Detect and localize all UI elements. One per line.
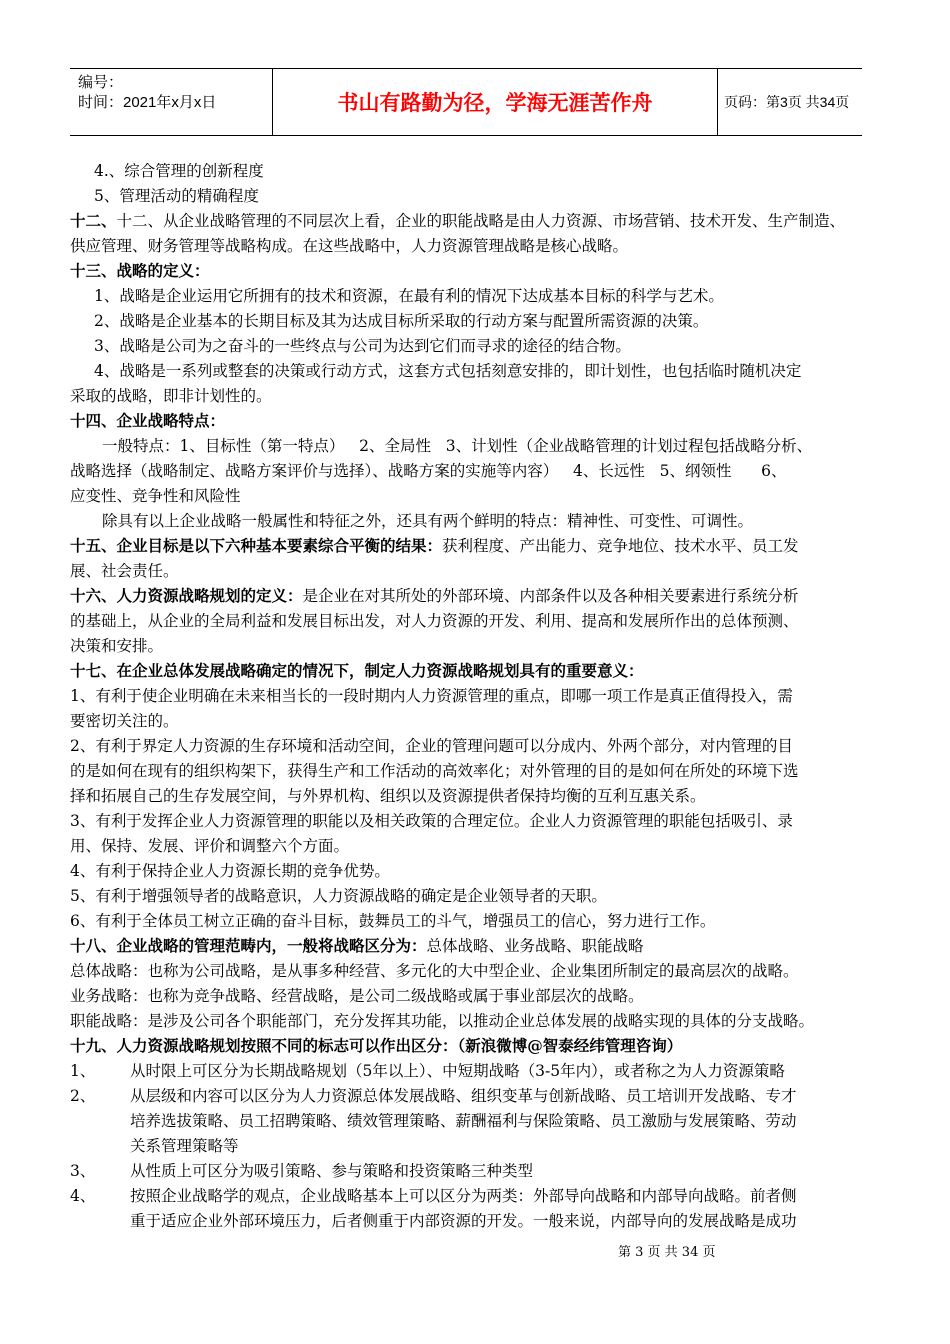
text-fragment: 获利程度、产出能力、竞争地位、技术水平、员工发 bbox=[442, 537, 799, 555]
header-meta bbox=[70, 69, 272, 135]
text-line: 的是如何在现有的组织构架下，获得生产和工作活动的高效率化；对外管理的目的是如何在所处的环境下选 bbox=[70, 762, 799, 780]
text-line bbox=[70, 584, 870, 608]
text-fragment: 是企业在对其所处的外部环境、内部条件以及各种相关要素进行系统分析 bbox=[302, 587, 799, 605]
list-number: 2、 bbox=[70, 1087, 96, 1105]
page-header bbox=[70, 68, 862, 136]
list-number: 4、 bbox=[70, 1187, 96, 1205]
text-line: 战略选择（战略制定、战略方案评价与选择）、战略方案的实施等内容） 4、长远性 5、纲领性 6、 bbox=[70, 462, 787, 480]
text-line: 4、有利于保持企业人力资源长期的竞争优势。 bbox=[70, 862, 390, 880]
header-motto: 书山有路勤为径，学海无涯苦作舟 bbox=[337, 91, 653, 115]
text-line: 用、保持、发展、评价和调整六个方面。 bbox=[70, 837, 350, 855]
section-heading: 十六、人力资源战略规划的定义： bbox=[70, 586, 303, 605]
header-time-label: 时间：2021年x月x日 bbox=[78, 94, 217, 111]
text-line: 培养选拔策略、员工招聘策略、绩效管理策略、薪酬福利与保险策略、员工激励与发展策略、劳动 bbox=[130, 1112, 797, 1130]
text-line: 除具有以上企业战略一般属性和特征之外，还具有两个鲜明的特点：精神性、可变性、可调性。 bbox=[102, 512, 754, 530]
text-line: 5、有利于增强领导者的战略意识，人力资源战略的确定是企业领导者的天职。 bbox=[70, 887, 607, 905]
text-line: 展、社会责任。 bbox=[70, 562, 179, 580]
text-line: 5、管理活动的精确程度 bbox=[94, 187, 259, 205]
text-line: 职能战略：是涉及公司各个职能部门，充分发挥其功能，以推动企业总体发展的战略实现的具体的分支战略。 bbox=[70, 1012, 815, 1030]
list-number: 3、 bbox=[70, 1162, 96, 1180]
text-line bbox=[70, 209, 870, 233]
text-line: 采取的战略，即非计划性的。 bbox=[70, 387, 272, 405]
text-line bbox=[70, 534, 870, 558]
text-fragment: 总体战略、业务战略、职能战略 bbox=[426, 937, 644, 955]
text-line: 6、有利于全体员工树立正确的奋斗目标，鼓舞员工的斗气，增强员工的信心，努力进行工作。 bbox=[70, 912, 716, 930]
text-line: 1、有利于使企业明确在未来相当长的一段时期内人力资源管理的重点，即哪一项工作是真正值得投入，需 bbox=[70, 687, 793, 705]
text-line: 业务战略：也称为竞争战略、经营战略，是公司二级战略或属于事业部层次的战略。 bbox=[70, 987, 644, 1005]
text-line: 从层级和内容可以区分为人力资源总体发展战略、组织变革与创新战略、员工培训开发战略、专才 bbox=[130, 1087, 797, 1105]
text-line: 总体战略：也称为公司战略，是从事多种经营、多元化的大中型企业、企业集团所制定的最高层次的战略。 bbox=[70, 962, 799, 980]
text-fragment: 十二、从企业战略管理的不同层次上看，企业的职能战略是由人力资源、市场营销、技术开发、生产制造、 bbox=[116, 212, 846, 230]
text-line: 4、战略是一系列或整套的决策或行动方式，这套方式包括刻意安排的，即计划性，也包括临时随机决定 bbox=[94, 362, 802, 380]
text-line: 2、有利于界定人力资源的生存环境和活动空间，企业的管理问题可以分成内、外两个部分，对内管理的目 bbox=[70, 737, 793, 755]
text-line: 关系管理策略等 bbox=[130, 1137, 239, 1155]
footer-page-number: 第 3 页 共 34 页 bbox=[618, 1245, 716, 1260]
text-line: 3、战略是公司为之奋斗的一些终点与公司为达到它们而寻求的途径的结合物。 bbox=[94, 337, 631, 355]
text-line: 要密切关注的。 bbox=[70, 712, 179, 730]
text-line: 按照企业战略学的观点，企业战略基本上可以区分为两类：外部导向战略和内部导向战略。前者侧 bbox=[130, 1187, 797, 1205]
text-line: 一般特点：1、目标性（第一特点） 2、全局性 3、计划性（企业战略管理的计划过程包括战略分析、 bbox=[102, 437, 813, 455]
text-line bbox=[70, 934, 870, 958]
text-line: 的基础上，从企业的全局利益和发展目标出发，对人力资源的开发、利用、提高和发展所作出的总体预测、 bbox=[70, 612, 799, 630]
text-line: 3、有利于发挥企业人力资源管理的职能以及相关政策的合理定位。企业人力资源管理的职能包括吸引、录 bbox=[70, 812, 793, 830]
header-page-cell bbox=[718, 69, 862, 135]
text-line: 4.、综合管理的创新程度 bbox=[94, 162, 264, 180]
text-line: 1、战略是企业运用它所拥有的技术和资源，在最有利的情况下达成基本目标的科学与艺术。 bbox=[94, 287, 724, 305]
section-heading: 十五、企业目标是以下六种基本要素综合平衡的结果： bbox=[70, 536, 443, 555]
header-number-label: 编号： bbox=[78, 74, 124, 91]
text-line: 从时限上可区分为长期战略规划（5年以上）、中短期战略（3-5年内），或者称之为人力资源策略 bbox=[130, 1062, 785, 1080]
list-number: 1、 bbox=[70, 1062, 96, 1080]
header-motto-cell bbox=[272, 69, 718, 135]
text-line: 2、战略是企业基本的长期目标及其为达成目标所采取的行动方案与配置所需资源的决策。 bbox=[94, 312, 709, 330]
section-heading: 十四、企业战略特点： bbox=[70, 411, 226, 430]
text-line: 从性质上可区分为吸引策略、参与策略和投资策略三种类型 bbox=[130, 1162, 534, 1180]
text-line: 重于适应企业外部环境压力，后者侧重于内部资源的开发。一般来说，内部导向的发展战略是成功 bbox=[130, 1212, 797, 1230]
section-heading: 十二、 bbox=[70, 211, 117, 230]
section-heading: 十八、企业战略的管理范畴内，一般将战略区分为： bbox=[70, 936, 427, 955]
text-line: 应变性、竞争性和风险性 bbox=[70, 487, 241, 505]
header-page-label: 页码：第3页 共34页 bbox=[724, 94, 850, 110]
text-line: 择和拓展自己的生存发展空间，与外界机构、组织以及资源提供者保持均衡的互利互惠关系。 bbox=[70, 787, 706, 805]
section-heading: 十三、战略的定义： bbox=[70, 261, 210, 280]
section-heading: 十九、人力资源战略规划按照不同的标志可以作出区分：（新浪微博@智泰经纬管理咨询） bbox=[70, 1036, 683, 1055]
text-line: 决策和安排。 bbox=[70, 637, 164, 655]
text-line: 供应管理、财务管理等战略构成。在这些战略中，人力资源管理战略是核心战略。 bbox=[70, 237, 629, 255]
section-heading: 十七、在企业总体发展战略确定的情况下，制定人力资源战略规划具有的重要意义： bbox=[70, 661, 644, 680]
